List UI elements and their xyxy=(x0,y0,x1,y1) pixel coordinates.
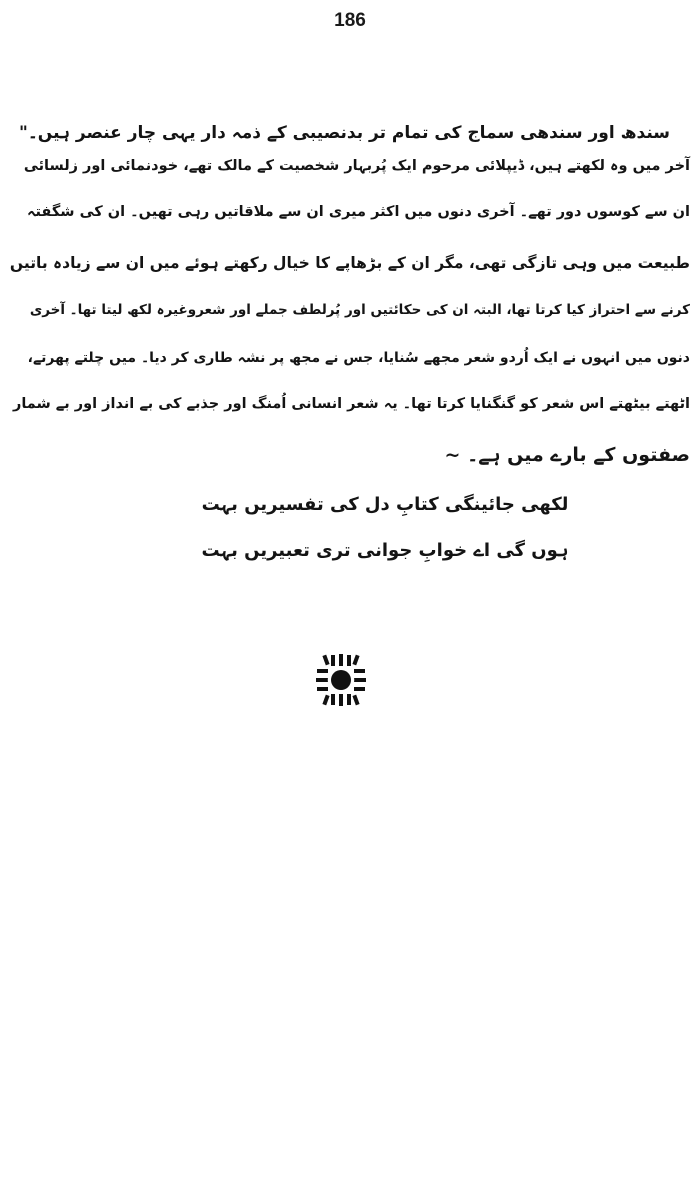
sunburst-ornament-icon xyxy=(316,654,366,706)
paragraph-line-3: ان سے کوسوں دور تھے۔ آخری دنوں میں اکثر میری ان سے ملاقاتیں رہی تھیں۔ ان کی شگفتہ xyxy=(27,204,690,220)
couplet-verse-2: ہوں گی اے خوابِ جوانی تری تعبیریں بہت xyxy=(201,540,569,561)
paragraph-line-2: آخر میں وہ لکھتے ہیں، ڈیپلائی مرحوم ایک پُربہار شخصیت کے مالک تھے، خودنمائی اور زلسائی xyxy=(23,158,690,174)
paragraph-line-7: اٹھتے بیٹھتے اس شعر کو گنگنایا کرتا تھا۔ یہ شعر انسانی اُمنگ اور جذبے کی بے انداز اور بے شمار xyxy=(12,396,690,412)
paragraph-line-4: طبیعت میں وہی تازگی تھی، مگر ان کے بڑھاپے کا خیال رکھتے ہوئے میں ان سے زیادہ باتیں xyxy=(9,254,690,272)
couplet-verse-1: لکھی جائینگی کتابِ دل کی تفسیریں بہت xyxy=(201,494,569,515)
page-number: 186 xyxy=(334,10,366,31)
paragraph-line-6: دنوں میں انہوں نے ایک اُردو شعر مجھے سُنایا، جس نے مجھ پر نشہ طاری کر دیا۔ میں چلتے پھرتے، xyxy=(27,350,690,366)
paragraph-line-8: صفتوں کے بارے میں ہے۔ ~ xyxy=(444,444,690,466)
paragraph-line-5: کرنے سے احتراز کیا کرتا تھا، البتہ ان کی حکائتیں اور پُرلطف جملے اور شعروغیرہ لکھ لیتا تھا۔ آخری xyxy=(29,302,690,318)
paragraph-line-1: سندھ اور سندھی سماج کی تمام تر بدنصیبی کے ذمہ دار یہی چار عنصر ہیں۔" xyxy=(18,123,670,143)
